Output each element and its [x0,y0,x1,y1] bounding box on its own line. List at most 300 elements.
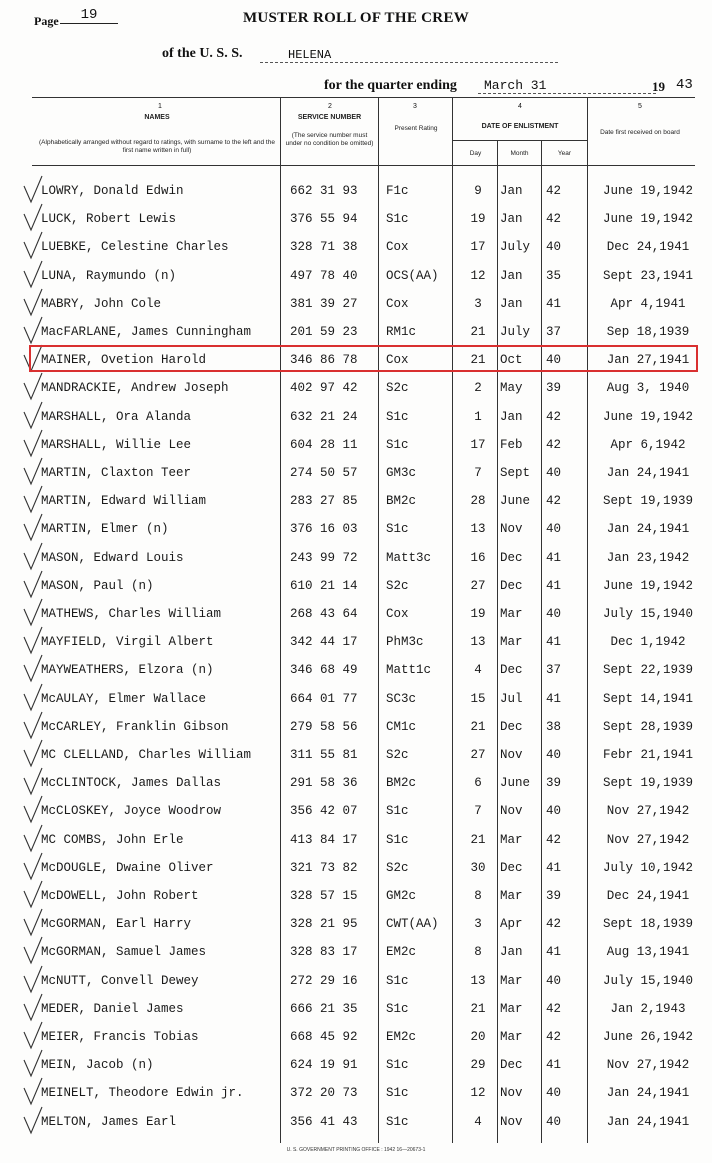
service-number: 497 78 40 [290,268,358,283]
service-number: 321 73 82 [290,860,358,875]
enlist-month: Dec [500,663,523,678]
enlist-month: Dec [500,1058,523,1073]
present-rating: S1c [386,1058,409,1073]
date-received: Aug 3, 1940 [606,381,690,396]
col4-day-header: Day [469,150,482,157]
enlist-day: 13 [470,973,486,988]
table-row [0,742,712,770]
page-label: Page [34,14,59,28]
present-rating: GM2c [386,889,417,903]
date-received: June 26,1942 [602,1030,693,1044]
service-number: 402 97 42 [290,381,358,396]
service-number: 279 58 56 [290,719,358,734]
date-received: July 15,1940 [602,607,693,621]
date-received: Sept 19,1939 [602,776,693,791]
service-number: 610 21 14 [290,578,358,593]
enlist-day: 27 [470,578,486,593]
date-received: Sept 23,1941 [602,268,693,283]
enlist-month: Mar [500,1030,523,1044]
enlist-day: 17 [470,437,486,452]
enlist-year: 40 [546,973,562,988]
date-received: Dec 24,1941 [606,240,690,255]
date-received: Nov 27,1942 [606,832,690,847]
table-row [0,996,712,1024]
table-row [0,968,712,996]
enlist-day: 19 [470,607,486,621]
date-received: July 10,1942 [602,860,693,875]
table-row [0,601,712,629]
present-rating: BM2c [386,494,417,509]
table-row [0,234,712,262]
service-number: 328 71 38 [290,240,358,255]
enlist-day: 7 [474,804,482,819]
present-rating: S2c [386,860,409,875]
enlist-year: 39 [546,381,562,396]
table-row [0,460,712,488]
present-rating: RM1c [386,325,417,339]
col4-number: 4 [518,103,522,110]
enlist-month: Oct [500,353,523,368]
enlist-month: Mar [500,1001,523,1016]
service-number: 604 28 11 [290,437,358,452]
enlist-year: 37 [546,663,562,678]
date-received: June 19,1942 [602,409,693,424]
col1-number: 1 [158,103,162,110]
enlist-day: 13 [470,522,486,537]
present-rating: BM2c [386,776,417,791]
date-received: Apr 4,1941 [610,296,686,311]
enlist-year: 37 [546,325,562,339]
table-row [0,432,712,460]
enlist-day: 4 [474,663,482,678]
enlist-month: Jan [500,184,523,198]
col3-number: 3 [413,103,417,110]
crew-name: MEIER, Francis Tobias [41,1030,199,1044]
enlist-day: 20 [470,1030,486,1044]
quarter-date: March 31 [478,78,656,94]
service-number: 328 57 15 [290,889,358,903]
enlist-day: 27 [470,748,486,762]
enlist-day: 8 [474,945,482,960]
service-number: 376 16 03 [290,522,358,537]
col2-number: 2 [328,103,332,110]
service-number: 624 19 91 [290,1058,358,1073]
page-number: 19 [60,7,118,24]
crew-name: MAYFIELD, Virgil Albert [41,635,214,650]
service-number: 356 41 43 [290,1114,358,1129]
enlist-month: Nov [500,1114,523,1129]
enlist-year: 41 [546,578,562,593]
present-rating: S2c [386,381,409,396]
table-row [0,911,712,939]
crew-name: MAINER, Ovetion Harold [41,353,207,368]
service-number: 346 86 78 [290,353,358,368]
table-row [0,263,712,291]
col4-month-header: Month [510,150,529,157]
date-received: Jan 24,1941 [606,466,690,480]
enlist-month: Mar [500,635,523,650]
crew-name: LOWRY, Donald Edwin [41,184,184,198]
present-rating: S2c [386,748,409,762]
enlist-month: July [500,240,531,255]
enlist-year: 40 [546,748,562,762]
crew-name: McCLOSKEY, Joyce Woodrow [41,804,222,819]
present-rating: S1c [386,522,409,537]
enlist-day: 21 [470,325,486,339]
table-row [0,545,712,573]
present-rating: Cox [386,353,409,368]
enlist-day: 7 [474,466,482,480]
enlist-day: 6 [474,776,482,791]
crew-name: MEINELT, Theodore Edwin jr. [41,1086,244,1101]
service-number: 668 45 92 [290,1030,358,1044]
enlist-day: 9 [474,184,482,198]
present-rating: S2c [386,578,409,593]
service-number: 243 99 72 [290,550,358,565]
table-row [0,855,712,883]
enlist-year: 35 [546,268,562,283]
present-rating: S1c [386,212,409,227]
service-number: 328 83 17 [290,945,358,960]
enlist-year: 39 [546,776,562,791]
enlist-day: 17 [470,240,486,255]
date-received: Sept 14,1941 [602,691,693,706]
crew-name: MEDER, Daniel James [41,1001,184,1016]
enlist-year: 41 [546,945,562,960]
table-row [0,714,712,742]
year-suffix: 43 [676,77,693,93]
service-number: 346 68 49 [290,663,358,678]
enlist-year: 40 [546,1086,562,1101]
enlist-year: 40 [546,607,562,621]
enlist-day: 13 [470,635,486,650]
enlist-day: 8 [474,889,482,903]
present-rating: CM1c [386,719,417,734]
enlist-month: Nov [500,1086,523,1101]
col1-note: (Alphabetically arranged without regard to ratings, with surname to the left and the first name written in full) [39,139,275,154]
enlist-subheader-border [452,140,587,141]
enlist-year: 42 [546,1001,562,1016]
enlist-month: Jan [500,296,523,311]
present-rating: S1c [386,804,409,819]
enlist-month: Jul [500,691,523,706]
present-rating: F1c [386,184,409,198]
col4-title: DATE OF ENLISTMENT [481,123,559,130]
service-number: 413 84 17 [290,832,358,847]
enlist-month: May [500,381,523,396]
header-bottom-border [32,165,695,166]
present-rating: CWT(AA) [386,917,439,932]
enlist-month: Dec [500,550,523,565]
ship-label: of the U. S. S. [162,46,243,61]
service-number: 342 44 17 [290,635,358,650]
present-rating: S1c [386,409,409,424]
enlist-month: Mar [500,973,523,988]
table-top-border [32,97,695,98]
service-number: 381 39 27 [290,296,358,311]
crew-name: McGORMAN, Earl Harry [41,917,192,932]
enlist-day: 12 [470,268,486,283]
date-received: Jan 27,1941 [606,353,690,368]
enlist-year: 40 [546,522,562,537]
table-row [0,657,712,685]
table-row [0,1024,712,1052]
enlist-day: 21 [470,1001,486,1016]
service-number: 268 43 64 [290,607,358,621]
service-number: 272 29 16 [290,973,358,988]
date-received: Sept 18,1939 [602,917,693,932]
crew-name: MC CLELLAND, Charles William [41,748,252,762]
date-received: Sept 22,1939 [602,663,693,678]
enlist-day: 3 [474,917,482,932]
present-rating: S1c [386,1086,409,1101]
present-rating: PhM3c [386,635,424,650]
enlist-month: June [500,494,531,509]
enlist-year: 42 [546,184,562,198]
service-number: 274 50 57 [290,466,358,480]
enlist-day: 21 [470,832,486,847]
crew-name: MATHEWS, Charles William [41,607,222,621]
date-received: June 19,1942 [602,184,693,198]
col2-title: SERVICE NUMBER [297,114,362,121]
enlist-year: 40 [546,353,562,368]
crew-name: LUCK, Robert Lewis [41,212,177,227]
crew-name: MELTON, James Earl [41,1114,177,1129]
crew-name: MARTIN, Claxton Teer [41,466,192,480]
crew-name: McDOUGLE, Dwaine Oliver [41,860,214,875]
present-rating: OCS(AA) [386,268,439,283]
service-number: 632 21 24 [290,409,358,424]
table-row [0,488,712,516]
enlist-day: 21 [470,719,486,734]
enlist-day: 2 [474,381,482,396]
col4-year-header: Year [557,150,572,157]
enlist-month: Nov [500,522,523,537]
service-number: 662 31 93 [290,184,358,198]
crew-name: LUNA, Raymundo (n) [41,268,177,283]
enlist-day: 28 [470,494,486,509]
present-rating: Cox [386,296,409,311]
date-received: Febr 21,1941 [602,748,693,762]
enlist-year: 42 [546,409,562,424]
col1-title: NAMES [144,114,170,121]
service-number: 311 55 81 [290,748,358,762]
col5-title: Date first received on board [600,129,680,136]
enlist-year: 40 [546,804,562,819]
crew-name: MANDRACKIE, Andrew Joseph [41,381,229,396]
enlist-month: Mar [500,607,523,621]
date-received: Aug 13,1941 [606,945,690,960]
enlist-year: 40 [546,240,562,255]
service-number: 328 21 95 [290,917,358,932]
table-row [0,770,712,798]
service-number: 376 55 94 [290,212,358,227]
service-number: 664 01 77 [290,691,358,706]
crew-name: McGORMAN, Samuel James [41,945,207,960]
enlist-year: 40 [546,466,562,480]
enlist-month: Jan [500,212,523,227]
date-received: Jan 24,1941 [606,1086,690,1101]
crew-name: MARSHALL, Ora Alanda [41,409,192,424]
enlist-year: 39 [546,889,562,903]
crew-name: MEIN, Jacob (n) [41,1058,154,1073]
enlist-month: Nov [500,804,523,819]
table-row [0,939,712,967]
enlist-year: 41 [546,635,562,650]
date-received: Jan 24,1941 [606,522,690,537]
present-rating: EM2c [386,1030,417,1044]
col5-number: 5 [638,103,642,110]
present-rating: EM2c [386,945,417,960]
table-row [0,686,712,714]
enlist-month: Jan [500,268,523,283]
table-row [0,206,712,234]
enlist-day: 29 [470,1058,486,1073]
enlist-month: Dec [500,860,523,875]
present-rating: Cox [386,240,409,255]
enlist-day: 1 [474,409,482,424]
service-number: 356 42 07 [290,804,358,819]
crew-name: MARTIN, Elmer (n) [41,522,169,537]
date-received: Dec 24,1941 [606,889,690,903]
present-rating: S1c [386,437,409,452]
date-received: Dec 1,1942 [610,635,686,650]
crew-name: MASON, Paul (n) [41,578,154,593]
service-number: 372 20 73 [290,1086,358,1101]
crew-name: MAYWEATHERS, Elzora (n) [41,663,214,678]
date-received: Sept 28,1939 [602,719,693,734]
table-row [0,827,712,855]
enlist-month: Dec [500,719,523,734]
enlist-year: 41 [546,691,562,706]
table-row [0,375,712,403]
crew-name: McDOWELL, John Robert [41,889,199,903]
service-number: 666 21 35 [290,1001,358,1016]
table-row [0,798,712,826]
ship-name: HELENA [260,48,558,63]
date-received: June 19,1942 [602,212,693,227]
enlist-month: Apr [500,917,523,932]
enlist-day: 12 [470,1086,486,1101]
enlist-day: 16 [470,550,486,565]
enlist-day: 15 [470,691,486,706]
table-row [0,1080,712,1108]
enlist-month: Mar [500,889,523,903]
crew-name: LUEBKE, Celestine Charles [41,240,229,255]
present-rating: GM3c [386,466,417,480]
enlist-month: Dec [500,578,523,593]
crew-name: MARTIN, Edward William [41,494,207,509]
crew-name: MASON, Edward Louis [41,550,184,565]
date-received: Sept 19,1939 [602,494,693,509]
service-number: 201 59 23 [290,325,358,339]
quarter-label: for the quarter ending [324,78,457,93]
crew-name: MC COMBS, John Erle [41,832,184,847]
enlist-day: 4 [474,1114,482,1129]
date-received: Sep 18,1939 [606,325,690,339]
table-row [0,291,712,319]
crew-name: MacFARLANE, James Cunningham [41,325,252,339]
enlist-year: 41 [546,550,562,565]
present-rating: SC3c [386,691,417,706]
enlist-month: Nov [500,748,523,762]
enlist-month: Sept [500,466,531,480]
service-number: 291 58 36 [290,776,358,791]
present-rating: S1c [386,832,409,847]
table-row [0,883,712,911]
enlist-year: 41 [546,860,562,875]
enlist-month: Jan [500,945,523,960]
enlist-year: 41 [546,296,562,311]
enlist-month: July [500,325,531,339]
enlist-year: 41 [546,1058,562,1073]
enlist-month: Jan [500,409,523,424]
printing-office-footer: U. S. GOVERNMENT PRINTING OFFICE : 1942 16—20673-1 [286,1147,426,1153]
enlist-month: Mar [500,832,523,847]
enlist-month: Feb [500,437,523,452]
crew-name: McCLINTOCK, James Dallas [41,776,222,791]
date-received: June 19,1942 [602,578,693,593]
table-row [0,516,712,544]
selected-row-highlight [29,345,698,372]
enlist-year: 42 [546,437,562,452]
table-row [0,404,712,432]
crew-name: McAULAY, Elmer Wallace [41,691,207,706]
service-number: 283 27 85 [290,494,358,509]
year-prefix: 19 [652,79,665,94]
enlist-year: 42 [546,917,562,932]
present-rating: S1c [386,1001,409,1016]
enlist-day: 21 [470,353,486,368]
crew-name: McNUTT, Convell Dewey [41,973,199,988]
date-received: Jan 24,1941 [606,1114,690,1129]
table-row [0,629,712,657]
table-row [0,178,712,206]
enlist-year: 42 [546,1030,562,1044]
date-received: Jan 23,1942 [606,550,690,565]
table-row [0,573,712,601]
date-received: Jan 2,1943 [610,1001,686,1016]
date-received: Nov 27,1942 [606,1058,690,1073]
present-rating: S1c [386,1114,409,1129]
enlist-year: 38 [546,719,562,734]
enlist-day: 30 [470,860,486,875]
present-rating: Cox [386,607,409,621]
date-received: July 15,1940 [602,973,693,988]
present-rating: Matt3c [386,550,432,565]
date-received: Apr 6,1942 [610,437,686,452]
col2-note: (The service number must under no condition be omitted) [285,132,374,147]
enlist-year: 42 [546,494,562,509]
table-row [0,1052,712,1080]
enlist-year: 40 [546,1114,562,1129]
enlist-day: 19 [470,212,486,227]
enlist-year: 42 [546,832,562,847]
enlist-month: June [500,776,531,791]
col3-title: Present Rating [394,125,438,132]
crew-name: McCARLEY, Franklin Gibson [41,719,229,734]
crew-name: MABRY, John Cole [41,296,162,311]
present-rating: S1c [386,973,409,988]
enlist-year: 42 [546,212,562,227]
date-received: Nov 27,1942 [606,804,690,819]
document-title: MUSTER ROLL OF THE CREW [242,10,470,26]
crew-name: MARSHALL, Willie Lee [41,437,192,452]
table-row [0,319,712,347]
enlist-day: 3 [474,296,482,311]
table-row [0,1109,712,1137]
present-rating: Matt1c [386,663,432,678]
